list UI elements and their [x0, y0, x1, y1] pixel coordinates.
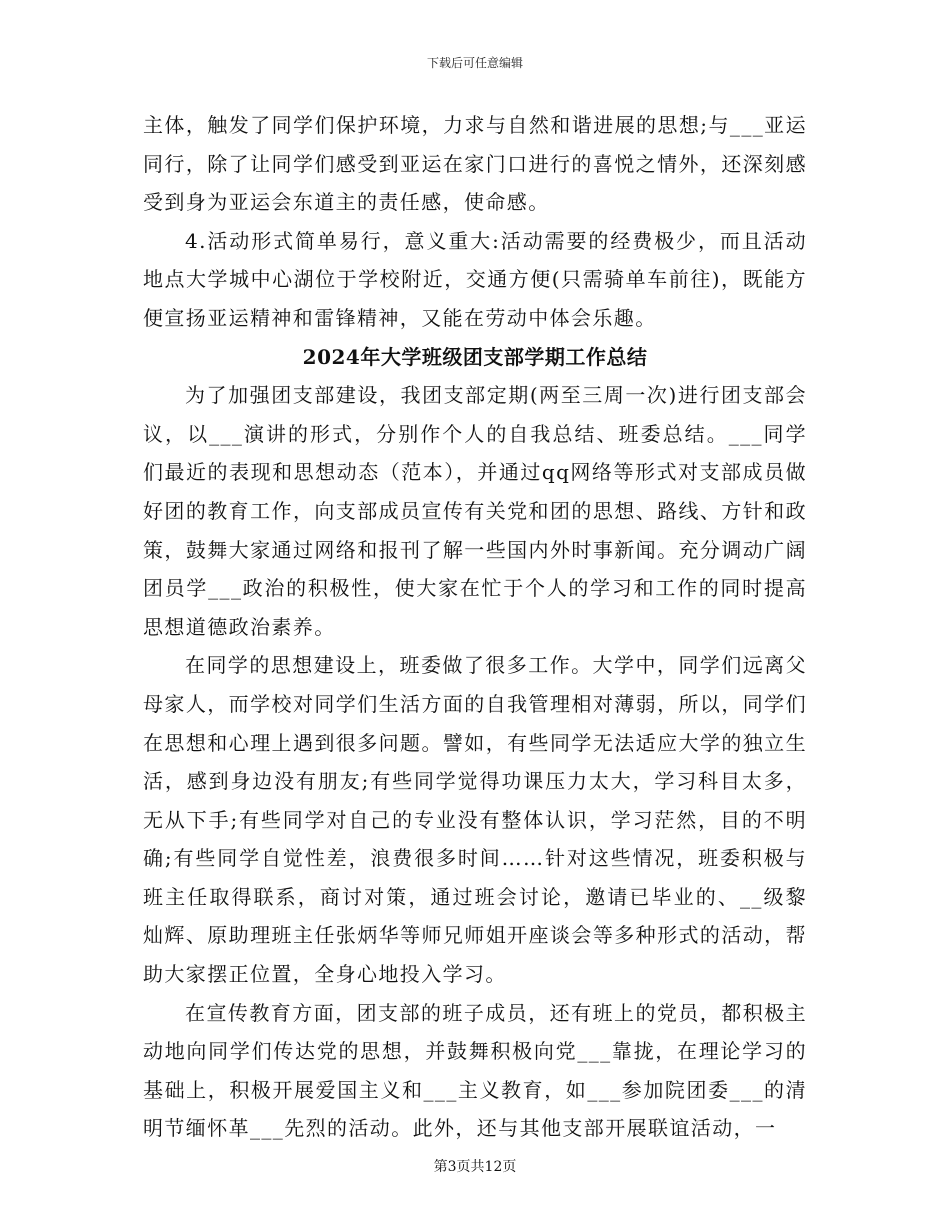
- paragraph-intro: 主体，触发了同学们保护环境，力求与自然和谐进展的思想;与___亚运同行，除了让同学们感受到亚运在家门口进行的喜悦之情外，还深刻感受到身为亚运会东道主的责任感，使命感。: [143, 113, 807, 215]
- paragraph-3: 在宣传教育方面，团支部的班子成员，还有班上的党员，都积极主动地向同学们传达党的思想，并鼓舞积极向党___靠拢，在理论学习的基础上，积极开展爱国主义和___主义教育，如___参加院团委___的清明节缅怀革___先烈的活动。此外，还与其他支部开展联谊活动，一: [143, 1000, 807, 1141]
- page-footer: 第3页共12页: [433, 1159, 517, 1175]
- header-note: 下载后可任意编辑: [426, 56, 523, 70]
- paragraph-1: 为了加强团支部建设，我团支部定期(两至三周一次)进行团支部会议，以___演讲的形式，分别作个人的自我总结、班委总结。___同学们最近的表现和思想动态（范本），并通过qq网络等形式对支部成员做好团的教育工作，向支部成员宣传有关党和团的思想、路线、方针和政策，鼓舞大家通过网络和报刊了解一些国内外时事新闻。充分调动广阔团员学___政治的积极性，使大家在忙于个人的学习和工作的同时提高思想道德政治素养。: [143, 383, 807, 639]
- paragraph-2: 在同学的思想建设上，班委做了很多工作。大学中，同学们远离父母家人，而学校对同学们生活方面的自我管理相对薄弱，所以，同学们在思想和心理上遇到很多问题。譬如，有些同学无法适应大学的独立生活，感到身边没有朋友;有些同学觉得功课压力太大，学习科目太多，无从下手;有些同学对自己的专业没有整体认识，学习茫然，目的不明确;有些同学自觉性差，浪费很多时间……针对这些情况，班委积极与班主任取得联系，商讨对策，通过班会讨论，邀请已毕业的、__级黎灿辉、原助理班主任张炳华等师兄师姐开座谈会等多种形式的活动，帮助大家摆正位置，全身心地投入学习。: [143, 653, 807, 987]
- section-title: 2024年大学班级团支部学期工作总结: [302, 344, 648, 369]
- document-body: [143, 106, 807, 1148]
- paragraph-item-4: 4.活动形式简单易行，意义重大:活动需要的经费极少，而且活动地点大学城中心湖位于学校附近，交通方便(只需骑单车前往)，既能方便宣扬亚运精神和雷锋精神，又能在劳动中体会乐趣。: [143, 228, 807, 330]
